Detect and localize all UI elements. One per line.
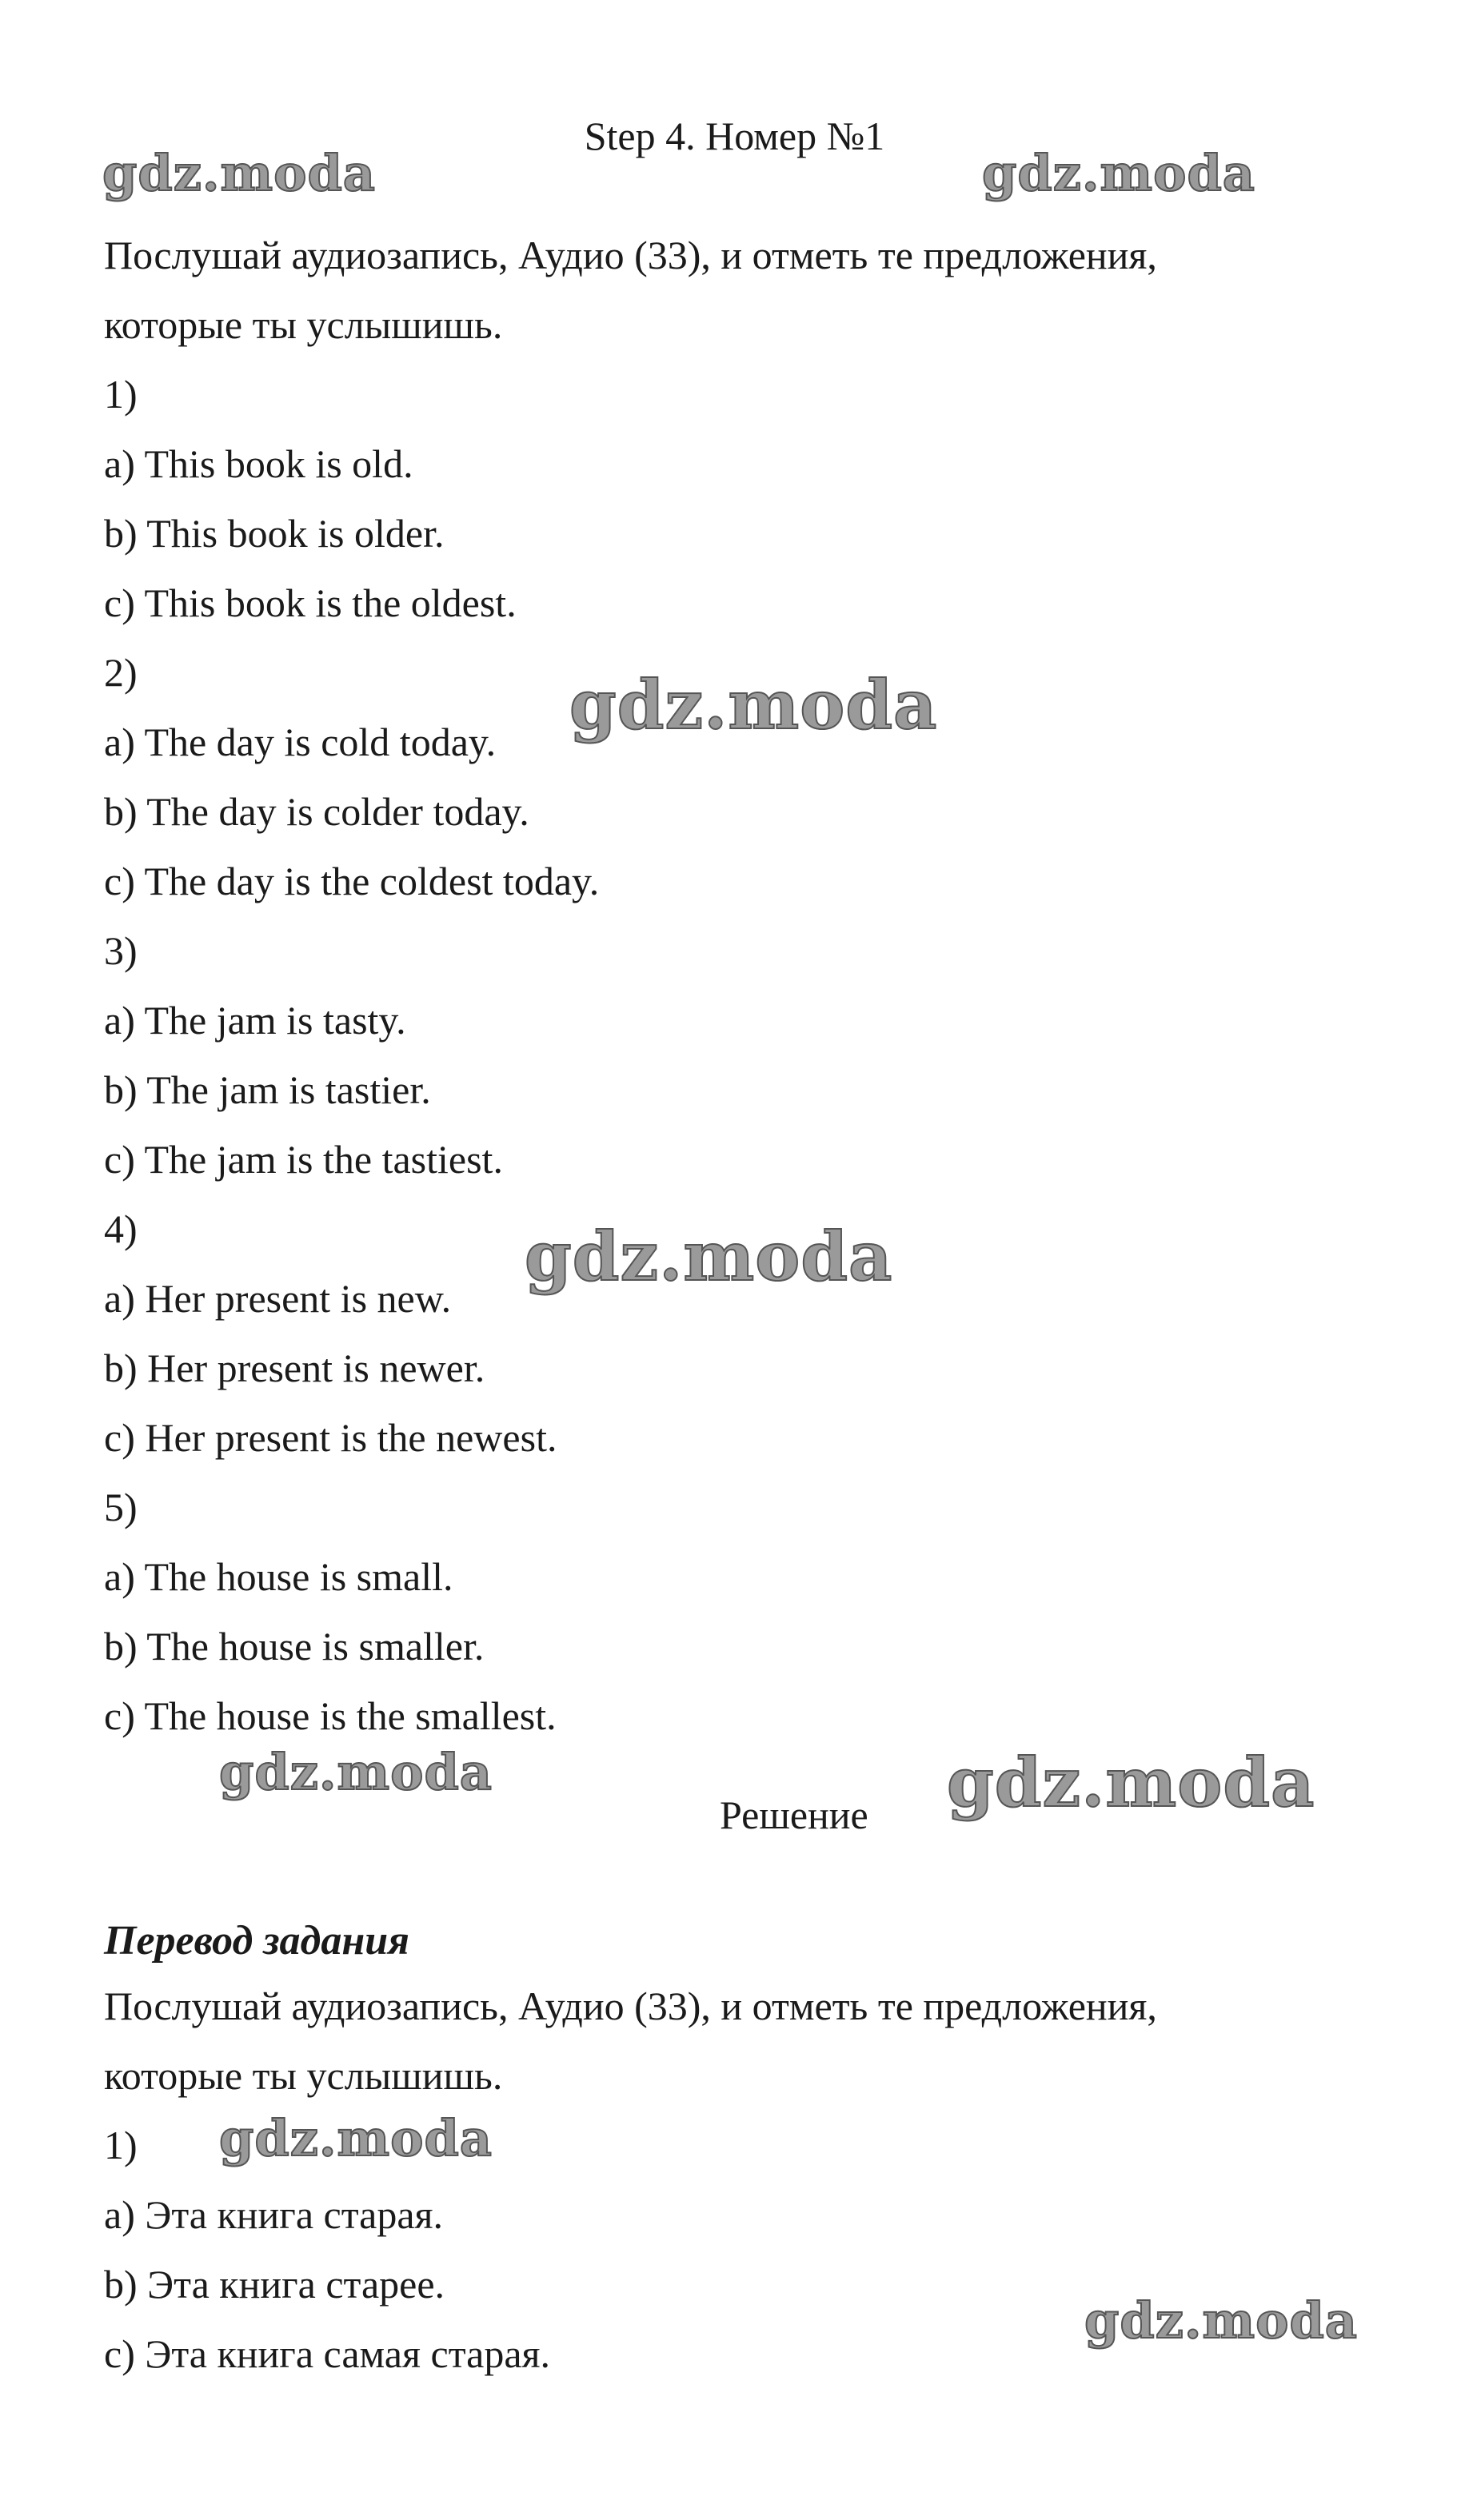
item-number: 4)	[104, 1206, 138, 1251]
option-line: а) Эта книга старая.	[104, 2192, 444, 2237]
solution-label: Решение	[720, 1792, 868, 1837]
watermark-logo: gdz.moda	[947, 1743, 1315, 1822]
option-line: с) Эта книга самая старая.	[104, 2331, 551, 2376]
watermark-logo: gdz.moda	[982, 144, 1255, 202]
option-line: c) The day is the coldest today.	[104, 859, 600, 903]
option-line: a) Her present is new.	[104, 1276, 452, 1321]
item-number: 2)	[104, 650, 138, 695]
option-line: b) Эта книга старее.	[104, 2262, 445, 2307]
option-line: b) The day is colder today.	[104, 789, 529, 834]
task-line: Послушай аудиозапись, Аудио (33), и отметь те предложения,	[104, 233, 1157, 277]
option-line: b) The jam is tastier.	[104, 1067, 431, 1112]
watermark-logo: gdz.moda	[102, 144, 376, 202]
option-line: b) Her present is newer.	[104, 1346, 485, 1390]
option-line: c) The jam is the tastiest.	[104, 1137, 503, 1182]
page-title: Step 4. Номер №1	[584, 114, 885, 158]
item-number: 5)	[104, 1485, 138, 1529]
watermark-logo: gdz.moda	[219, 1743, 493, 1801]
translation-line: Послушай аудиозапись, Аудио (33), и отметь те предложения,	[104, 1984, 1157, 2028]
watermark-logo: gdz.moda	[569, 665, 938, 744]
item-number: 3)	[104, 928, 138, 973]
option-line: c) This book is the oldest.	[104, 580, 517, 625]
option-line: b) The house is smaller.	[104, 1624, 485, 1669]
option-line: b) This book is older.	[104, 511, 445, 556]
option-line: a) The house is small.	[104, 1554, 453, 1599]
option-line: a) This book is old.	[104, 441, 413, 486]
translation-text	[104, 1972, 1399, 2389]
item-number: 1)	[104, 372, 138, 417]
watermark-logo: gdz.moda	[219, 2109, 493, 2167]
option-line: a) The day is cold today.	[104, 720, 497, 764]
watermark-logo: gdz.moda	[1084, 2291, 1358, 2350]
translation-line: которые ты услышишь.	[104, 2053, 503, 2098]
task-line: которые ты услышишь.	[104, 302, 503, 347]
watermark-logo: gdz.moda	[525, 1217, 893, 1296]
option-line: a) The jam is tasty.	[104, 998, 406, 1043]
translation-heading: Перевод задания	[104, 1918, 409, 1964]
option-line: c) Her present is the newest.	[104, 1415, 557, 1460]
task-text	[104, 221, 1399, 1751]
option-line: c) The house is the smallest.	[104, 1693, 557, 1738]
item-number: 1)	[104, 2123, 138, 2167]
